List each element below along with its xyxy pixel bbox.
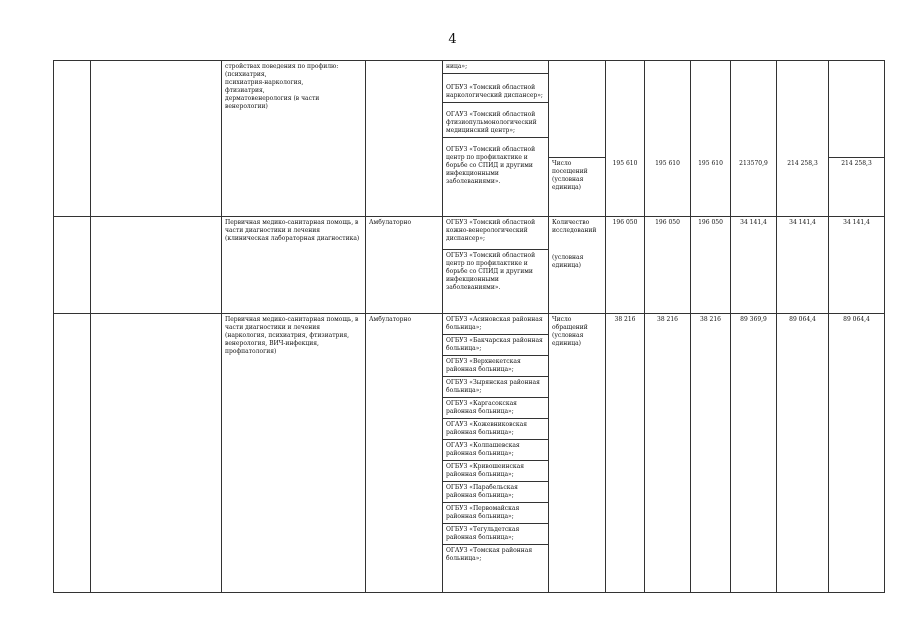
value-cell: 34 141,4 — [777, 217, 829, 314]
org-item: ОГБУЗ «Томский областной наркологический диспансер»; — [443, 74, 548, 103]
value-cell: 196 050 — [645, 217, 691, 314]
org-item: ОГБУЗ «Тегульдетская районная больница»; — [443, 524, 548, 545]
blank-cell — [54, 217, 91, 314]
org-item: ОГБУЗ «Парабельская районная больница»; — [443, 482, 548, 503]
value-cell: 34 141,4 — [731, 217, 777, 314]
unit-cell: Число обращений (условная единица) — [549, 314, 606, 593]
org-item: ОГБУЗ «Верхнекетская районная больница»; — [443, 356, 548, 377]
value-cell: 89 064,4 — [777, 314, 829, 593]
blank-cell — [54, 61, 91, 217]
service-cell: Первичная медико-санитарная помощь, в части диагностики и лечения (наркология, психиатрия, фтизиатрия, венерология, ВИЧ-инфекция, профпатология) — [222, 314, 366, 593]
unit-cell: Число посещений (условная единица) — [549, 158, 606, 217]
value-cell: 214 258,3 — [777, 158, 829, 217]
blank-cell — [691, 61, 731, 158]
service-cell: Первичная медико-санитарная помощь, в части диагностики и лечения (клиническая лабораторная диагностика) — [222, 217, 366, 314]
blank-cell — [645, 61, 691, 158]
page-number: 4 — [448, 32, 457, 47]
org-item: ОГБУЗ «Томский областной центр по профилактике и борьбе со СПИД и другими инфекционными заболеваниями». — [446, 146, 536, 185]
org-item: ница»; — [443, 61, 548, 74]
service-cell: стройствах поведения по профилю: (психиатрия, психиатрия-наркология, фтизиатрия, дерматовенерология (в части венерологии) — [222, 61, 366, 217]
blank-cell — [54, 314, 91, 593]
org-item: ОГБУЗ «Кривошеинская районная больница»; — [443, 461, 548, 482]
services-table — [53, 60, 885, 593]
blank-cell — [91, 61, 222, 217]
org-item: ОГБУЗ «Томский областной центр по профилактике и борьбе со СПИД и другими инфекционными заболеваниями». — [446, 252, 536, 291]
value-cell: 196 050 — [691, 217, 731, 314]
value-cell: 195 610 — [606, 158, 645, 217]
org-item: ОГБУЗ «Бакчарская районная больница»; — [443, 335, 548, 356]
condition-cell — [366, 61, 443, 217]
org-item: ОГАУЗ «Томская районная больница»; — [446, 547, 533, 562]
blank-cell — [777, 61, 829, 158]
value-cell: 34 141,4 — [829, 217, 885, 314]
org-cell — [443, 314, 549, 593]
blank-cell — [829, 61, 885, 158]
condition-cell: Амбулаторно — [366, 314, 443, 593]
condition-cell: Амбулаторно — [366, 217, 443, 314]
org-item: ОГБУЗ «Зырянская районная больница»; — [443, 377, 548, 398]
blank-cell — [606, 61, 645, 158]
org-item: ОГБУЗ «Первомайская районная больница»; — [443, 503, 548, 524]
value-cell: 196 050 — [606, 217, 645, 314]
value-cell: 195 610 — [691, 158, 731, 217]
org-item: ОГАУЗ «Колпашевская районная больница»; — [443, 440, 548, 461]
value-cell: 195 610 — [645, 158, 691, 217]
org-cell — [443, 61, 549, 217]
blank-cell — [91, 217, 222, 314]
blank-cell — [731, 61, 777, 158]
org-item: ОГБУЗ «Томский областной кожно-венерологический диспансер»; — [443, 217, 548, 250]
table-row — [54, 314, 885, 593]
org-item: ОГАУЗ «Томский областной фтизиопульмонологический медицинский центр»; — [443, 103, 548, 138]
org-item: ОГБУЗ «Каргасокская районная больница»; — [443, 398, 548, 419]
value-cell: 213570,9 — [731, 158, 777, 217]
org-cell — [443, 217, 549, 314]
value-cell: 89 064,4 — [829, 314, 885, 593]
table-row — [54, 61, 885, 158]
value-cell: 214 258,3 — [829, 158, 885, 217]
org-item: ОГБУЗ «Асиновская районная больница»; — [443, 314, 548, 335]
value-cell: 38 216 — [606, 314, 645, 593]
blank-cell — [549, 61, 606, 158]
value-cell: 89 369,9 — [731, 314, 777, 593]
unit-cell: (условная единица) — [549, 252, 606, 314]
unit-cell: Количество исследований — [549, 217, 606, 252]
org-item: ОГАУЗ «Кожевниковская районная больница»; — [443, 419, 548, 440]
blank-cell — [91, 314, 222, 593]
table-row — [54, 217, 885, 252]
value-cell: 38 216 — [645, 314, 691, 593]
value-cell: 38 216 — [691, 314, 731, 593]
